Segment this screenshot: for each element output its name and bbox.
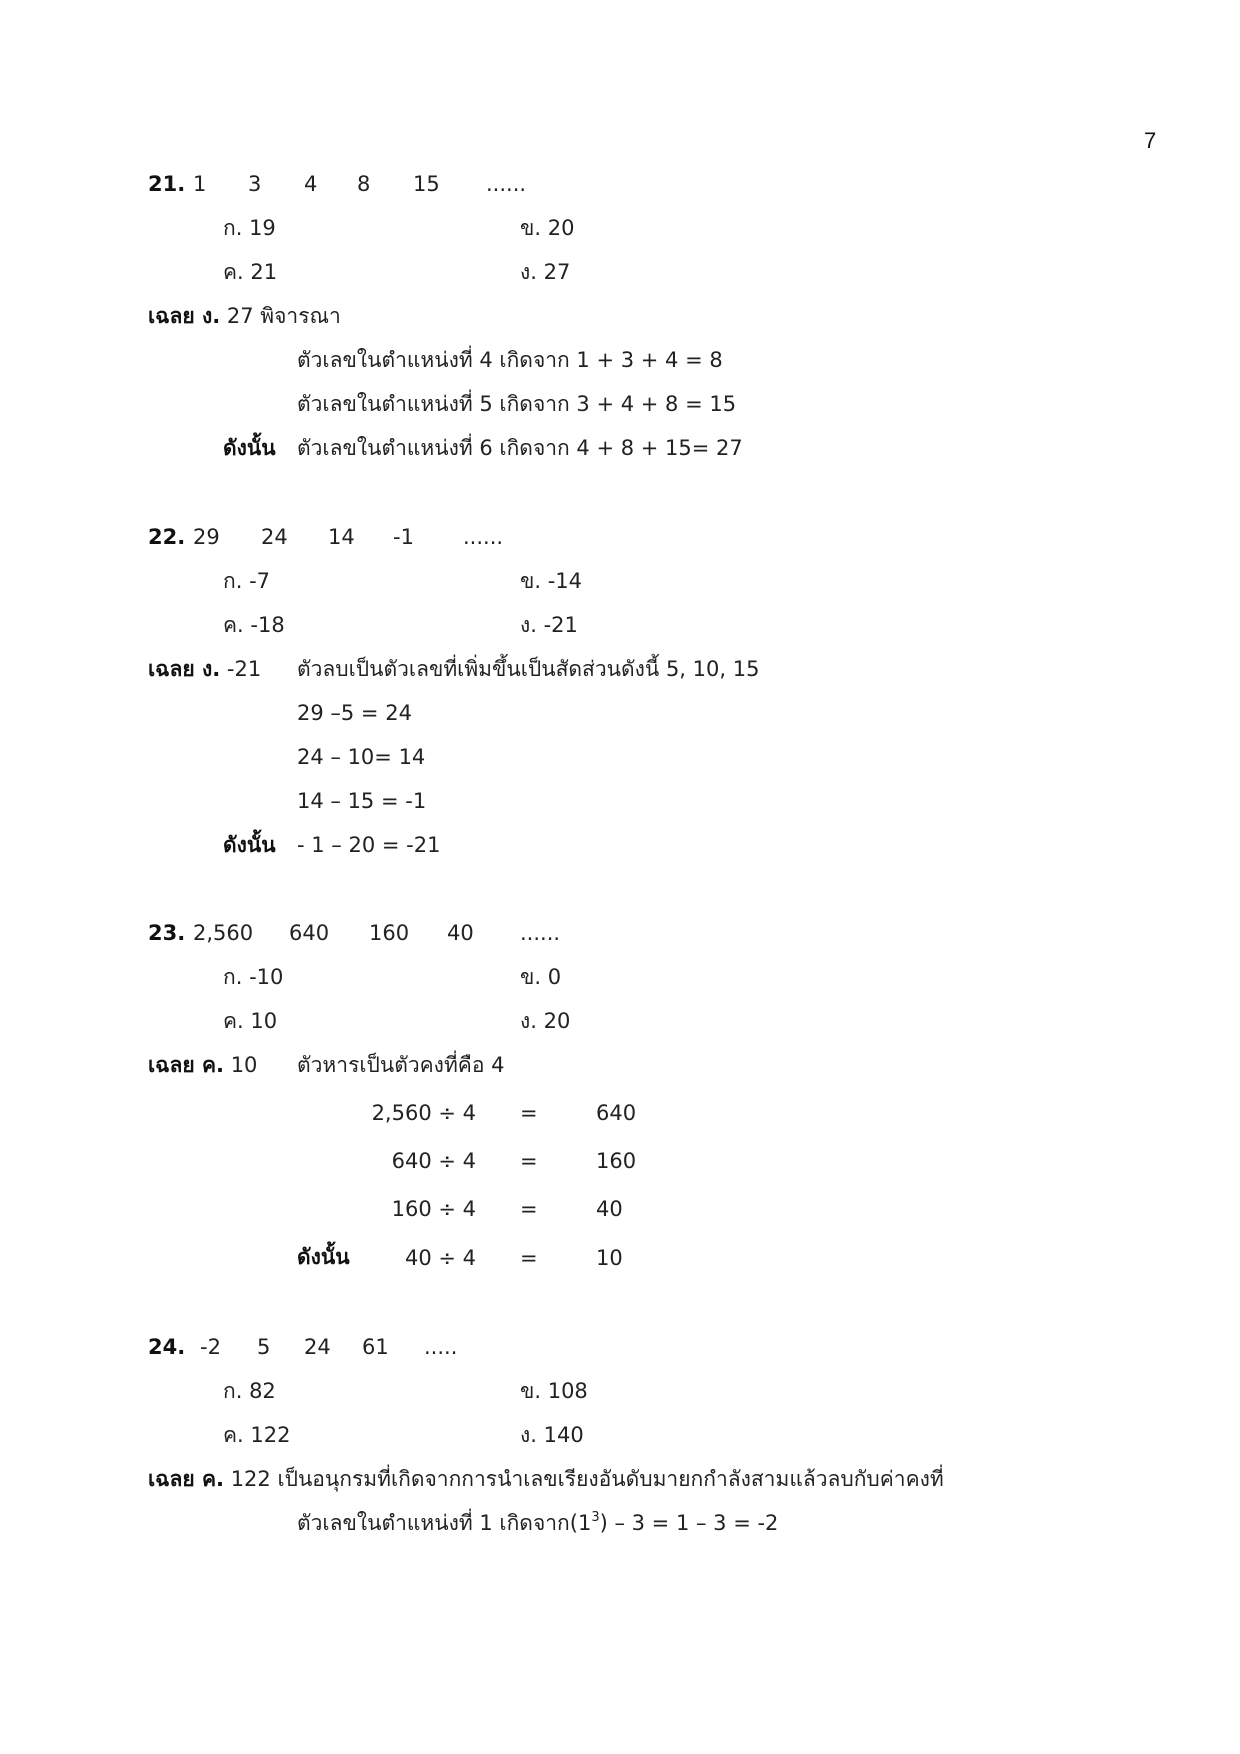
- q24-line1-exponent: 3: [591, 1510, 600, 1525]
- q23-row-2-eq: =: [520, 1149, 538, 1173]
- q24-answer-text: 122 เป็นอนุกรมที่เกิดจากการนำเลขเรียงอันดับมายกกำลังสามแล้วลบกับค่าคงที่: [230, 1467, 944, 1491]
- q23-row-1-eq: =: [520, 1101, 538, 1125]
- q21-option-b: ข. 20: [520, 216, 575, 240]
- q23-row-3-eq: =: [520, 1197, 538, 1221]
- q24-seq-1: -2: [200, 1335, 221, 1359]
- q22-option-a: ก. -7: [223, 569, 271, 593]
- q21-seq-4: 8: [357, 172, 371, 196]
- q23-option-b: ข. 0: [520, 965, 562, 989]
- q22-answer: [148, 659, 261, 680]
- q24-number: 24.: [148, 1335, 186, 1359]
- q22-answer-text: ตัวลบเป็นตัวเลขที่เพิ่มขึ้นเป็นสัดส่วนดังนี้ 5, 10, 15: [297, 657, 760, 681]
- q24-seq-3: 24: [304, 1335, 331, 1359]
- q24-line1-post: ) – 3 = 1 – 3 = -2: [599, 1511, 779, 1535]
- q21-explain-line-1: ตัวเลขในตำแหน่งที่ 4 เกิดจาก 1 + 3 + 4 = 8: [297, 348, 723, 372]
- q23-seq-3: 160: [369, 921, 410, 945]
- q21-explain-line-3: ตัวเลขในตำแหน่งที่ 6 เกิดจาก 4 + 8 + 15= 27: [297, 436, 743, 460]
- q23-option-c: ค. 10: [223, 1009, 278, 1033]
- q23-row-3-lhs: 160 ÷ 4: [391, 1197, 476, 1221]
- q23-row-1-rhs: 640: [596, 1101, 637, 1125]
- q24-seq-2: 5: [257, 1335, 271, 1359]
- q22-seq-3: 14: [328, 525, 355, 549]
- q23-number: 23.: [148, 921, 186, 945]
- q24-option-c: ค. 122: [223, 1423, 291, 1447]
- q21-answer-text: 27 พิจารณา: [226, 304, 341, 328]
- q22-therefore: ดังนั้น: [223, 833, 276, 857]
- q22-seq-blank: ......: [463, 525, 504, 549]
- q21-seq-2: 3: [248, 172, 262, 196]
- q21-seq-1: 1: [193, 172, 207, 196]
- q22-seq-2: 24: [261, 525, 288, 549]
- q21-therefore: ดังนั้น: [223, 436, 276, 460]
- q22-explain-line-3: 14 – 15 = -1: [297, 789, 427, 813]
- q22-answer-label: เฉลย ง.: [148, 657, 221, 681]
- q23-row-1-lhs: 2,560 ÷ 4: [371, 1101, 476, 1125]
- q24-seq-4: 61: [362, 1335, 389, 1359]
- q23-row-4-rhs: 10: [596, 1246, 623, 1270]
- q22-explain-line-2: 24 – 10= 14: [297, 745, 426, 769]
- q21-answer-label: เฉลย ง.: [148, 304, 221, 328]
- q23-answer-text: ตัวหารเป็นตัวคงที่คือ 4: [297, 1053, 505, 1077]
- q23-seq-2: 640: [289, 921, 330, 945]
- q23-row-3-rhs: 40: [596, 1197, 623, 1221]
- q21-seq-3: 4: [304, 172, 318, 196]
- q24-answer-label: เฉลย ค.: [148, 1467, 224, 1491]
- q22-option-b: ข. -14: [520, 569, 583, 593]
- q24-explain-line-1: [297, 1510, 779, 1535]
- q23-seq-1: 2,560: [193, 921, 254, 945]
- q22-answer-value: -21: [226, 657, 262, 681]
- q23-seq-4: 40: [447, 921, 474, 945]
- q23-row-4-eq: =: [520, 1246, 538, 1270]
- q23-option-d: ง. 20: [520, 1009, 571, 1033]
- q21-option-d: ง. 27: [520, 260, 571, 284]
- q22-seq-1: 29: [193, 525, 220, 549]
- q21-number: 21.: [148, 172, 186, 196]
- q23-answer: [148, 1055, 257, 1076]
- q23-answer-label: เฉลย ค.: [148, 1053, 224, 1077]
- q23-option-a: ก. -10: [223, 965, 284, 989]
- q24-option-b: ข. 108: [520, 1379, 588, 1403]
- page-number: 7: [1144, 128, 1157, 153]
- q22-option-d: ง. -21: [520, 613, 578, 637]
- q22-number: 22.: [148, 525, 186, 549]
- q23-row-2-lhs: 640 ÷ 4: [391, 1149, 476, 1173]
- q21-answer: [148, 306, 341, 327]
- q23-therefore: ดังนั้น: [297, 1245, 350, 1269]
- q23-seq-blank: ......: [520, 921, 561, 945]
- q23-row-4-lhs: 40 ÷ 4: [404, 1246, 476, 1270]
- q22-seq-4: -1: [393, 525, 414, 549]
- q21-option-a: ก. 19: [223, 216, 276, 240]
- q22-explain-line-4: - 1 – 20 = -21: [297, 833, 441, 857]
- q23-answer-value: 10: [230, 1053, 258, 1077]
- q22-option-c: ค. -18: [223, 613, 285, 637]
- q24-line1-pre: ตัวเลขในตำแหน่งที่ 1 เกิดจาก(1: [297, 1511, 592, 1535]
- q22-explain-line-1: 29 –5 = 24: [297, 701, 412, 725]
- q21-seq-blank: ......: [486, 172, 527, 196]
- q24-option-a: ก. 82: [223, 1379, 276, 1403]
- q23-row-2-rhs: 160: [596, 1149, 637, 1173]
- q21-option-c: ค. 21: [223, 260, 278, 284]
- q24-option-d: ง. 140: [520, 1423, 584, 1447]
- q21-explain-line-2: ตัวเลขในตำแหน่งที่ 5 เกิดจาก 3 + 4 + 8 = 15: [297, 392, 737, 416]
- q21-seq-5: 15: [413, 172, 440, 196]
- q24-seq-blank: .....: [424, 1335, 458, 1359]
- q24-answer: [148, 1469, 944, 1490]
